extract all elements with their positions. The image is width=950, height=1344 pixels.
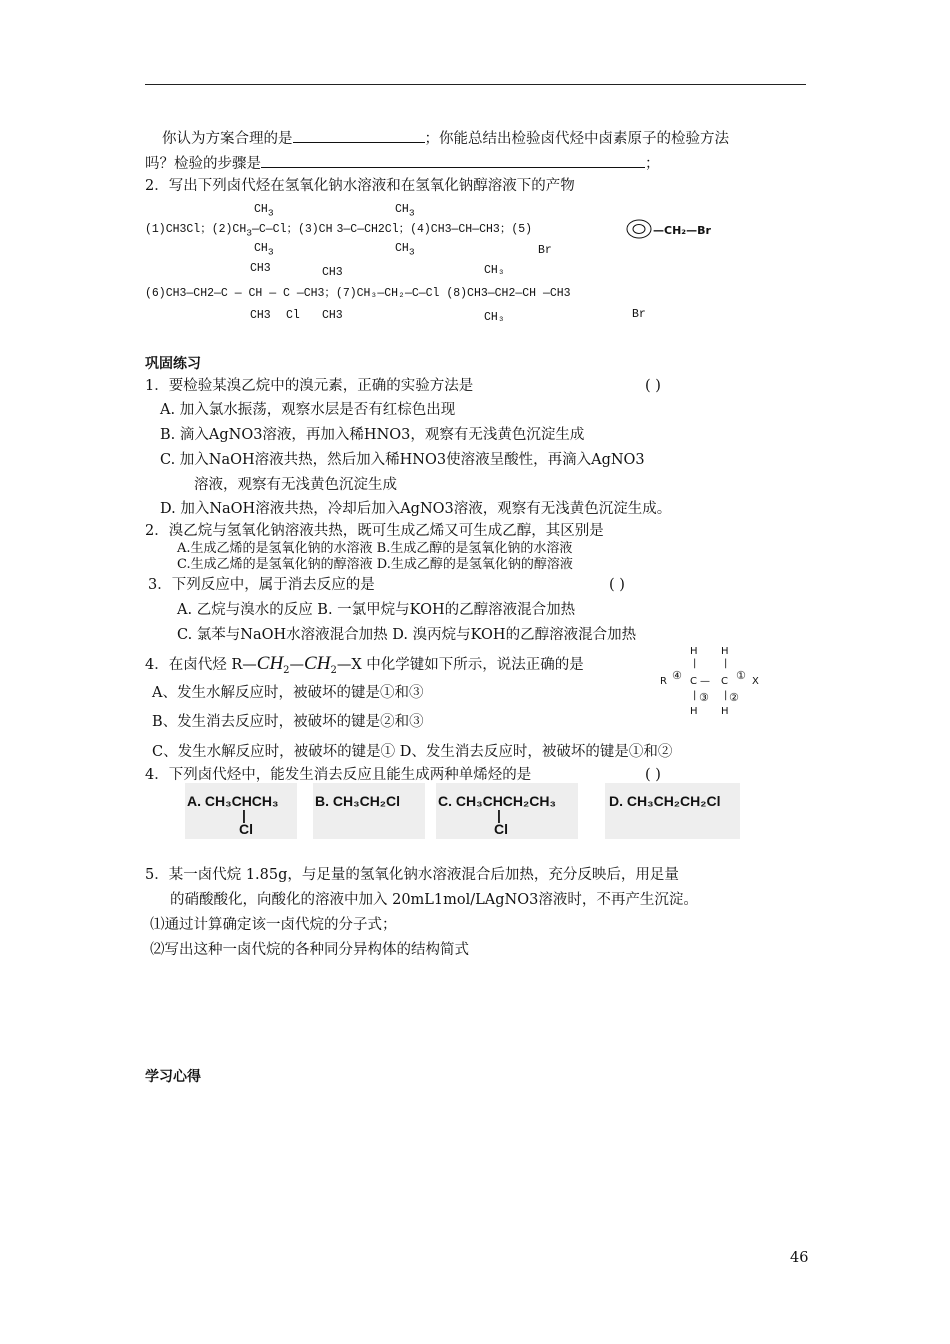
q4b-c-cl: Cl — [494, 821, 508, 837]
row1-br: Br — [538, 244, 552, 257]
row2-ch3-bottom-b: CH3 — [322, 309, 343, 322]
q1-option-b: B. 滴入AgNO3溶液，再加入稀HNO3，观察有无浅黄色沉淀生成 — [160, 427, 585, 443]
diagram-bond-v3: | — [693, 690, 697, 701]
intro-text-d: ； — [645, 156, 660, 172]
q4a-option-a: A、发生水解反应时，被破坏的键是①和③ — [152, 685, 424, 701]
page-number: 46 — [790, 1250, 809, 1266]
diagram-h-bottom-2: H — [721, 706, 729, 717]
q4b-option-c-box — [436, 783, 578, 839]
diagram-c2: C — [721, 676, 728, 687]
q1-option-c: C. 加入NaOH溶液共热，然后加入稀HNO3使溶液呈酸性，再滴入AgNO3 — [160, 452, 645, 468]
q2-options-ab: A.生成乙烯的是氢氧化钠的水溶液 B.生成乙醇的是氢氧化钠的水溶液 — [177, 541, 573, 556]
structure-row-1: (1)CH3Cl；$(2)CH_3—C—Cl$；(3)CH 3—C—CH2Cl；(4)CH3—CH—CH3；(5) — [145, 223, 533, 239]
q4b-option-c: C. CH₃CHCH₂CH₃ — [438, 793, 556, 809]
q2-options-cd: C.生成乙烯的是氢氧化钠的醇溶液 D.生成乙醇的是氢氧化钠的醇溶液 — [177, 557, 573, 572]
q1-option-d: D. 加入NaOH溶液共热，冷却后加入AgNO3溶液，观察有无浅黄色沉淀生成。 — [160, 501, 672, 517]
section-title-reflection: 学习心得 — [145, 1069, 201, 1085]
structure-row-2: (6)CH3—CH2—C — CH — C —CH3；(7)CH₃—CH₂—C—Cl (8)CH3—CH2—CH —CH3 — [145, 287, 571, 300]
q4b-a-cl: Cl — [239, 821, 253, 837]
q4b-option-b-box — [313, 783, 425, 839]
row2-cl: Cl — [286, 309, 300, 322]
q3-stem: 3．下列反应中，属于消去反应的是 — [148, 577, 375, 593]
benzene-ring-icon — [625, 217, 653, 241]
diagram-h-bottom-1: H — [690, 706, 698, 717]
diagram-bond-1: ① — [736, 669, 746, 682]
q4b-stem: 4．下列卤代烃中，能发生消去反应且能生成两种单烯烃的是 — [145, 767, 532, 783]
diagram-bond-4: ④ — [672, 669, 682, 682]
diagram-h-top-1: H — [690, 646, 698, 657]
answer-blank-2[interactable] — [261, 153, 645, 168]
q1-option-c-cont: 溶液，观察有无浅黄色沉淀生成 — [194, 477, 397, 493]
q3-options-cd: C. 氯苯与NaOH水溶液混合加热 D. 溴丙烷与KOH的乙醇溶液混合加热 — [177, 627, 637, 643]
q4b-option-a-box — [185, 783, 297, 839]
intro-text-c: 吗？检验的步骤是 — [145, 156, 261, 172]
q4b-option-d-box — [605, 783, 740, 839]
row1-ch3-top-3: $CH_3$ — [395, 203, 415, 219]
diagram-h-top-2: H — [721, 646, 729, 657]
q5-subquestion-1: ⑴通过计算确定该一卤代烷的分子式； — [150, 917, 397, 933]
answer-blank-1[interactable] — [293, 128, 425, 143]
q2-products-title: 2．写出下列卤代烃在氢氧化钠水溶液和在氢氧化钠醇溶液下的产物 — [145, 178, 575, 194]
row2-ch3-bottom-a: CH3 — [250, 309, 271, 322]
q4b-option-b: B. CH₃CH₂Cl — [315, 793, 401, 809]
intro-text-a: 你认为方案合理的是 — [162, 131, 293, 147]
q5-line-1: 5．某一卤代烷 1.85g，与足量的氢氧化钠水溶液混合后加热，充分反映后，用足量 — [145, 867, 679, 883]
q4a-option-b: B、发生消去反应时，被破坏的键是②和③ — [152, 714, 424, 730]
q4b-option-d: D. CH₃CH₂CH₂Cl — [609, 793, 721, 809]
diagram-r: R — [660, 676, 667, 687]
row2-ch3-top-a: CH3 — [250, 262, 271, 275]
row1-ch3-top-2: $CH_3$ — [254, 203, 274, 219]
q4b-c-bond: | — [497, 807, 501, 823]
q5-subquestion-2: ⑵写出这种一卤代烷的各种同分异构体的结构简式 — [150, 942, 469, 958]
q4b-answer-paren[interactable]: ( ) — [645, 767, 661, 783]
q4a-options-cd: C、发生水解反应时，被破坏的键是① D、发生消去反应时，被破坏的键是①和② — [152, 744, 673, 760]
row2-ch3-top-c: CH₃ — [484, 264, 505, 277]
intro-line-2 — [145, 153, 660, 173]
q4a-stem: 4．在卤代烃 $R—CH_2—CH_2—X$ 中化学键如下所示，说法正确的是 — [145, 653, 584, 676]
diagram-bond-v4: | — [724, 690, 728, 701]
header-rule — [145, 84, 806, 85]
diagram-bond-2: ② — [729, 691, 739, 704]
diagram-bond-cc: — — [700, 676, 710, 687]
diagram-x: X — [752, 676, 759, 687]
section-title-practice: 巩固练习 — [145, 356, 201, 372]
q2-stem: 2．溴乙烷与氢氧化钠溶液共热，既可生成乙烯又可生成乙醇，其区别是 — [145, 523, 604, 539]
q1-stem: 1．要检验某溴乙烷中的溴元素，正确的实验方法是 — [145, 378, 474, 394]
q4b-option-a: A. CH₃CHCH₃ — [187, 793, 279, 809]
row1-ch3-bottom-3: $CH_3$ — [395, 242, 415, 258]
q5-line-2: 的硝酸酸化，向酸化的溶液中加入 20mL1mol/LAgNO3溶液时，不再产生沉淀。 — [170, 892, 698, 908]
diagram-c1: C — [690, 676, 697, 687]
q3-answer-paren[interactable]: ( ) — [609, 577, 625, 593]
row2-br: Br — [632, 308, 646, 321]
intro-line-1 — [162, 128, 729, 148]
q1-option-a: A. 加入氯水振荡，观察水层是否有红棕色出现 — [160, 402, 456, 418]
row2-ch3-bottom-c: CH₃ — [484, 311, 505, 324]
diagram-bond-v2: | — [724, 658, 728, 669]
diagram-bond-v1: | — [693, 658, 697, 669]
intro-text-b: ；你能总结出检验卤代烃中卤素原子的检验方法 — [424, 131, 729, 147]
q1-answer-paren[interactable]: ( ) — [645, 378, 661, 394]
q4b-a-bond: | — [242, 807, 246, 823]
q3-options-ab: A. 乙烷与溴水的反应 B. 一氯甲烷与KOH的乙醇溶液混合加热 — [177, 602, 576, 618]
bond-diagram — [658, 646, 768, 718]
row1-ch3-bottom-2: $CH_3$ — [254, 242, 274, 258]
diagram-bond-3: ③ — [699, 691, 709, 704]
row1-ch2br: —CH₂—Br — [653, 224, 711, 237]
row2-ch3-top-b: CH3 — [322, 266, 343, 279]
